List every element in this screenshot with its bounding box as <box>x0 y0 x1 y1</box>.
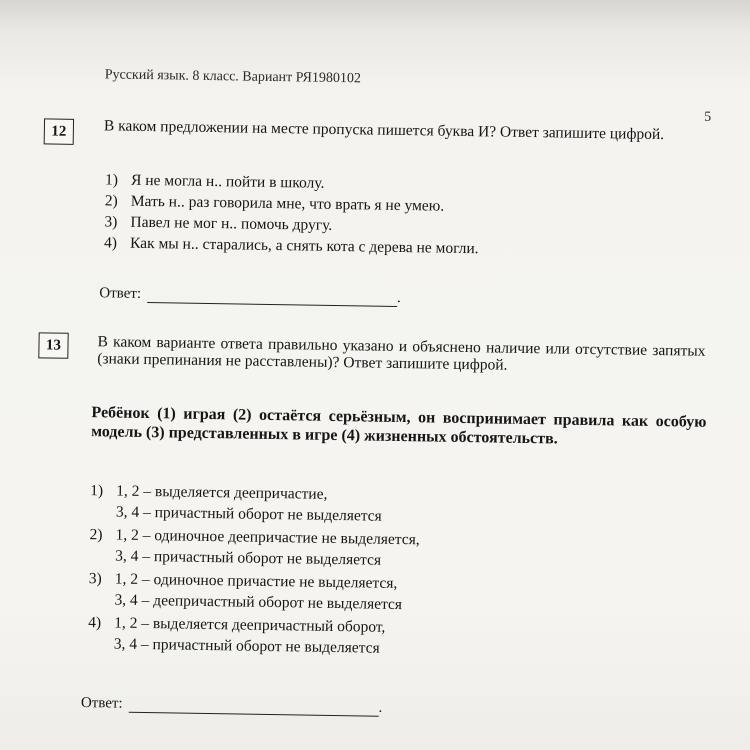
answer-period: . <box>378 699 383 716</box>
answer-label: Ответ: <box>99 285 142 302</box>
option-line-2: 3, 4 – причастный оборот не выделяется <box>115 547 382 569</box>
option-line-2: 3, 4 – деепричастный оборот не выделяется <box>114 591 403 614</box>
question-12-options <box>104 169 480 259</box>
question-13-number: 13 <box>38 332 68 358</box>
option-line-1: 1, 2 – одиночное деепричастие не выделяется, <box>115 526 420 549</box>
page-number: 5 <box>704 109 712 125</box>
option-number: 4) <box>88 614 102 632</box>
question-13-options <box>88 480 421 661</box>
option-line-2: 3, 4 – причастный оборот не выделяется <box>115 503 382 525</box>
question-13-option-1 <box>90 480 421 527</box>
option-number: 3) <box>104 213 118 231</box>
question-12-answer <box>99 285 401 307</box>
option-number: 1) <box>90 482 104 500</box>
question-12-number: 12 <box>44 118 74 144</box>
option-text: Как мы н.. старались, а снять кота с дерева не могли. <box>129 234 479 258</box>
answer-blank-line[interactable] <box>147 286 397 307</box>
question-13-answer <box>81 695 383 717</box>
option-text: Я не могла н.. пойти в школу. <box>130 171 325 192</box>
answer-period: . <box>396 289 401 307</box>
question-13-option-3 <box>88 568 419 615</box>
page-header: Русский язык. 8 класс. Вариант РЯ1980102 <box>104 67 362 87</box>
option-number: 1) <box>104 171 119 189</box>
option-number: 3) <box>88 570 102 588</box>
option-line-1: 1, 2 – одиночное причастие не выделяется, <box>114 570 398 592</box>
question-13-sentence: Ребёнок (1) играя (2) остаётся серьёзным, он воспринимает правила как особую модель (3) представленных в игре (4) жизненных обстоятельств. <box>91 404 707 448</box>
question-13-option-2 <box>89 524 420 571</box>
answer-blank-line[interactable] <box>129 696 379 717</box>
option-text: Павел не мог н.. помочь другу. <box>130 213 333 234</box>
question-12-option-4 <box>104 232 479 259</box>
question-12-text: В каком предложении на месте пропуска пишется буква И? Ответ запишите цифрой. <box>103 117 665 144</box>
option-number: 4) <box>103 234 118 252</box>
option-line-1: 1, 2 – выделяется деепричастный оборот, <box>114 614 386 636</box>
question-13-option-4 <box>88 612 419 659</box>
option-number: 2) <box>104 192 118 210</box>
option-line-1: 1, 2 – выделяется деепричастие, <box>116 482 328 503</box>
question-13-text: В каком варианте ответа правильно указано и объяснено наличие или отсутствие запятых (знаки препинания не расставлены)? Ответ запишите цифрой. <box>97 333 706 374</box>
answer-label: Ответ: <box>80 695 123 712</box>
option-number: 2) <box>89 526 103 544</box>
option-text: Мать н.. раз говорила мне, что врать я не умею. <box>130 192 445 215</box>
option-line-2: 3, 4 – причастный оборот не выделяется <box>113 635 380 657</box>
